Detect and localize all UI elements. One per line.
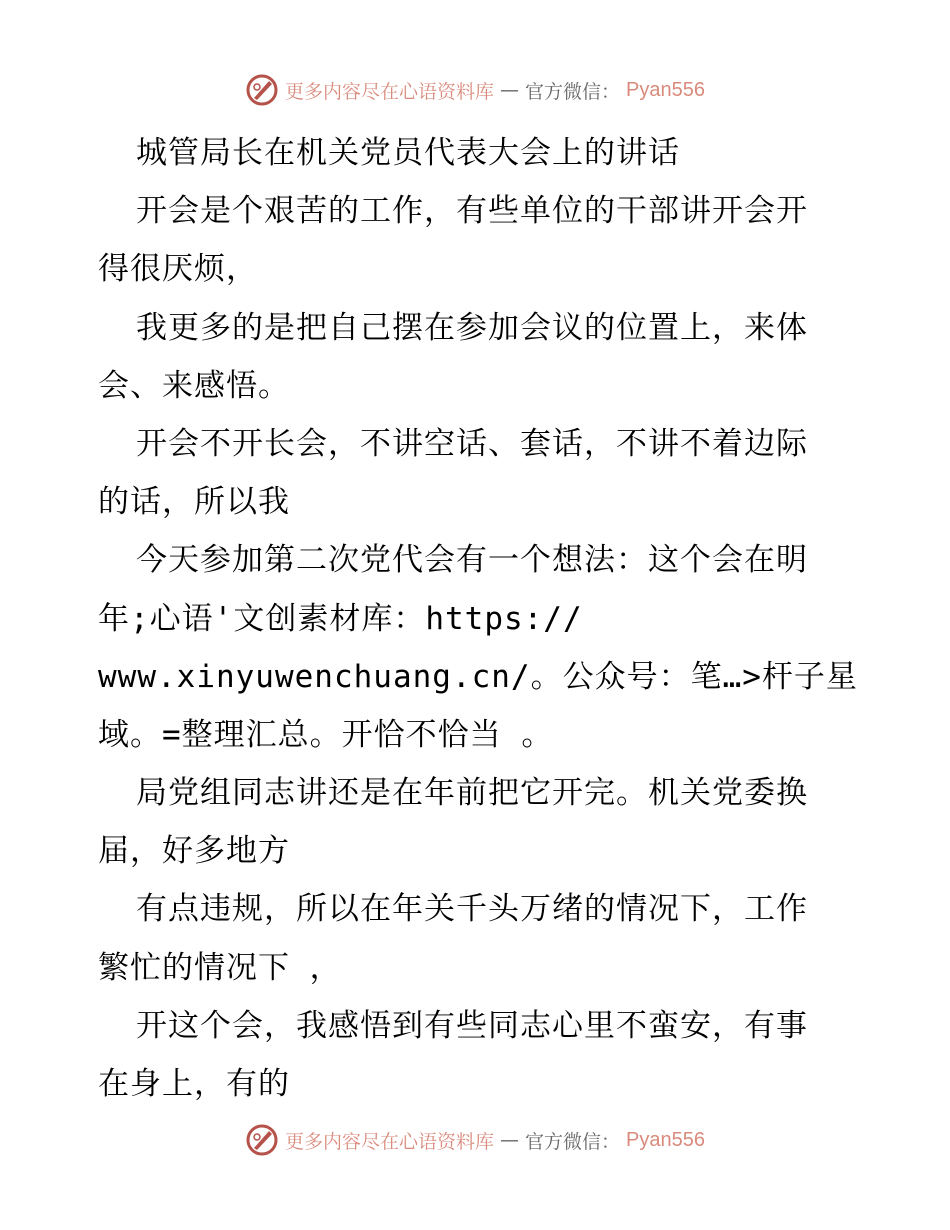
document-title: 城管局长在机关党员代表大会上的讲话 [136, 135, 680, 171]
banner-wechat-label: 官方微信： [525, 80, 621, 103]
text-line: 会、来感悟。 [98, 367, 290, 404]
banner-separator: — [500, 79, 520, 101]
banner-wechat-label: 官方微信： [525, 1130, 621, 1153]
document-body [98, 124, 858, 1113]
banner-text: 更多内容尽在心语资料库 [285, 1130, 495, 1153]
pen-logo-icon [245, 1123, 279, 1157]
text-line: www.xinyuwenchuang.cn/。公众号：笔…>杆子星 [98, 658, 858, 695]
text-line: 年;心语'文创素材库：https:// [98, 600, 583, 637]
banner-text: 更多内容尽在心语资料库 [285, 80, 495, 103]
text-line: 我更多的是把自己摆在参加会议的位置上，来体 [136, 309, 808, 346]
footer-watermark-banner [0, 1120, 950, 1160]
pen-logo-icon [245, 73, 279, 107]
text-line: 届，好多地方 [98, 833, 290, 870]
text-line: 在身上，有的 [98, 1066, 290, 1102]
banner-wechat-id: Pyan556 [626, 78, 705, 101]
text-line: 局党组同志讲还是在年前把它开完。机关党委换 [136, 775, 808, 812]
text-line: 的话，所以我 [98, 484, 290, 521]
banner-wechat-id: Pyan556 [626, 1128, 705, 1151]
text-line: 开这个会，我感悟到有些同志心里不蛮安，有事 [136, 1007, 808, 1044]
header-watermark-banner [0, 70, 950, 110]
text-line: 开会是个艰苦的工作，有些单位的干部讲开会开 [136, 193, 808, 230]
text-line: 今天参加第二次党代会有一个想法：这个会在明 [136, 542, 808, 579]
text-line: 繁忙的情况下 ， [98, 949, 342, 986]
text-line: 开会不开长会，不讲空话、套话，不讲不着边际 [136, 425, 808, 462]
banner-separator: — [500, 1129, 520, 1151]
text-line: 有点违规，所以在年关千头万绪的情况下，工作 [136, 891, 808, 928]
text-line: 得很厌烦， [98, 251, 258, 288]
text-line: 域。=整理汇总。开恰不恰当 。 [98, 716, 554, 753]
